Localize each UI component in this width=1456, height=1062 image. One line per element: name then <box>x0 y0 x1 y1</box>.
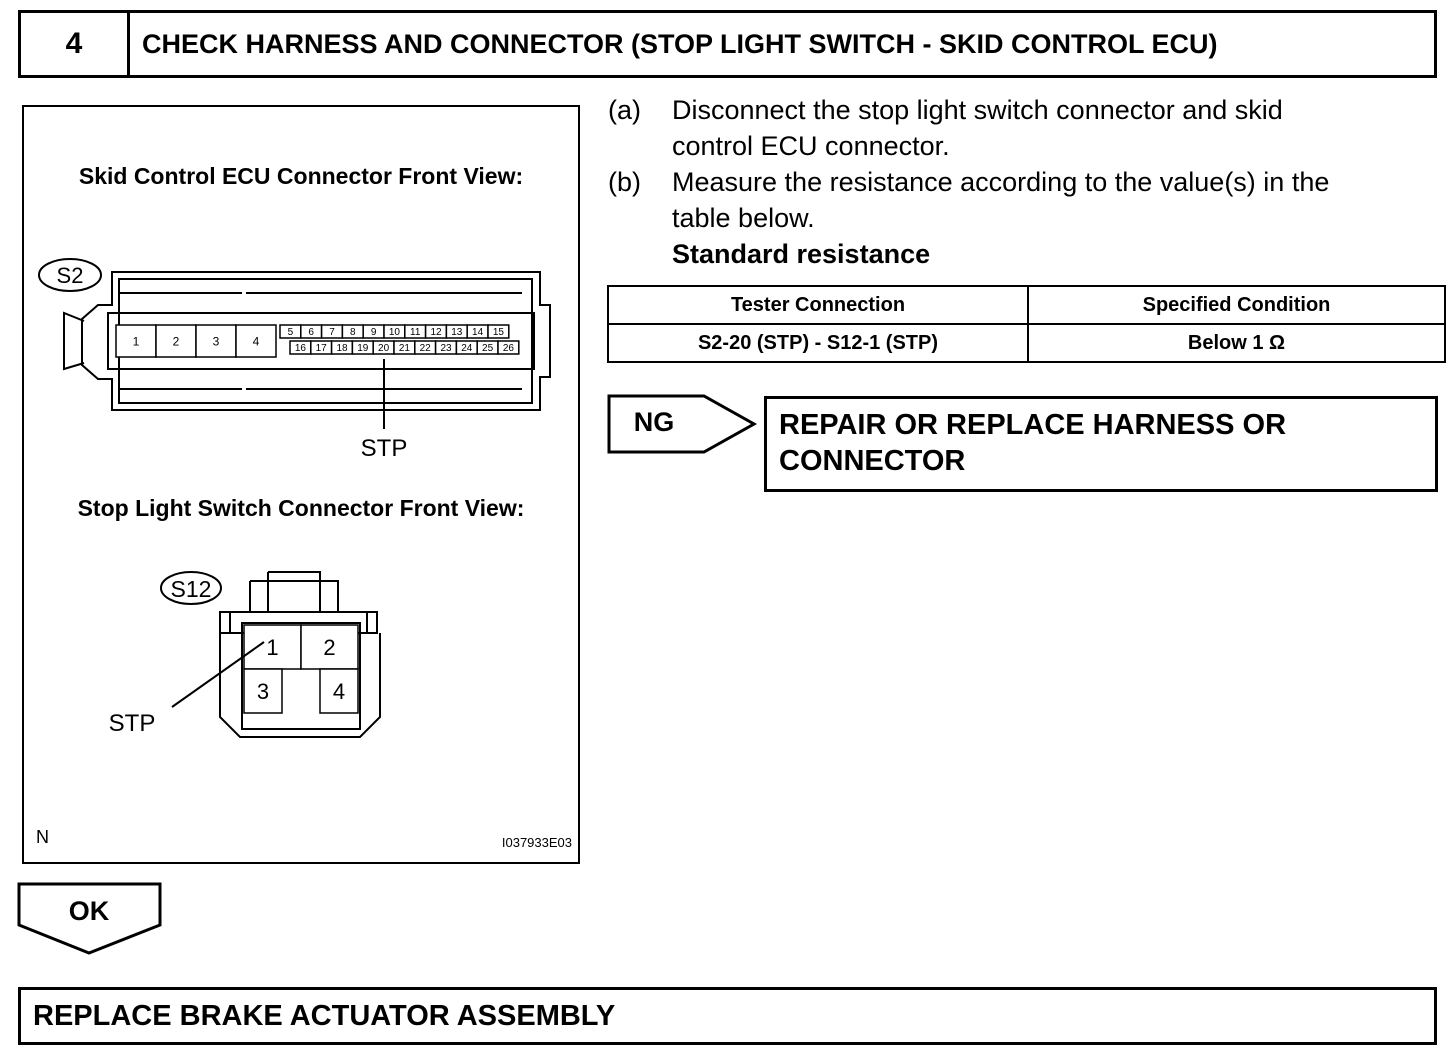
switch-pin-1: 1 <box>266 634 279 660</box>
ecu-pin-8: 8 <box>350 327 356 339</box>
ecu-pin-26: 26 <box>502 343 514 355</box>
ng-result-line1: REPAIR OR REPLACE HARNESS OR <box>779 409 1287 441</box>
ecu-small-pins-row1 <box>280 325 509 338</box>
instruction-b <box>608 164 1448 236</box>
ng-arrow <box>606 393 758 455</box>
switch-heading: Stop Light Switch Connector Front View: <box>77 495 525 521</box>
ecu-pin-1: 1 <box>132 334 140 349</box>
ok-arrow <box>16 881 164 957</box>
connector-figure <box>22 105 580 864</box>
s2-connector-id: S2 <box>56 263 84 288</box>
ecu-pin-24: 24 <box>461 343 473 355</box>
ng-result-box <box>764 396 1438 492</box>
standard-heading: Standard resistance <box>672 239 931 269</box>
instruction-a-label: (a) <box>608 95 641 125</box>
instruction-a-line2: control ECU connector. <box>672 131 950 161</box>
ecu-pin-7: 7 <box>329 327 335 339</box>
final-action-box: REPLACE BRAKE ACTUATOR ASSEMBLY <box>18 987 1437 1045</box>
switch-pins <box>244 625 358 713</box>
step-number: 4 <box>18 10 130 78</box>
ecu-pin-2: 2 <box>172 334 180 349</box>
step-title: CHECK HARNESS AND CONNECTOR (STOP LIGHT SWITCH - SKID CONTROL ECU) <box>127 10 1437 78</box>
spec-table <box>607 285 1446 363</box>
ecu-heading: Skid Control ECU Connector Front View: <box>78 163 524 189</box>
ecu-pin-23: 23 <box>440 343 452 355</box>
ecu-large-pins <box>116 325 276 357</box>
ecu-pin-5: 5 <box>287 327 294 339</box>
instruction-b-line1: Measure the resistance according to the value(s) in the <box>672 167 1330 197</box>
ecu-pin-11: 11 <box>410 327 421 339</box>
ecu-pin-15: 15 <box>492 327 504 339</box>
table-header-row <box>608 286 1445 324</box>
ecu-pin-22: 22 <box>419 343 431 355</box>
ecu-pin-13: 13 <box>451 327 463 339</box>
ecu-stp-label: STP <box>360 435 408 462</box>
switch-pin-2: 2 <box>323 634 336 660</box>
ecu-small-pins-row2 <box>290 341 519 354</box>
ok-label: OK <box>68 896 110 926</box>
connector-diagram <box>24 107 578 862</box>
ecu-pin-17: 17 <box>315 343 327 355</box>
table-header: Specified Condition <box>1028 286 1445 324</box>
switch-stp-label: STP <box>108 710 156 737</box>
ng-result-line2: CONNECTOR <box>779 445 966 477</box>
ecu-pin-18: 18 <box>336 343 348 355</box>
instruction-a-line1: Disconnect the stop light switch connector and skid <box>672 95 1283 125</box>
figure-corner-n: N <box>36 827 49 847</box>
ecu-pin-21: 21 <box>398 343 410 355</box>
ecu-pin-20: 20 <box>378 343 390 355</box>
ecu-pin-19: 19 <box>357 343 369 355</box>
instruction-b-label: (b) <box>608 167 641 197</box>
ecu-pin-3: 3 <box>212 334 220 349</box>
ecu-pin-25: 25 <box>482 343 494 355</box>
ng-label: NG <box>633 407 675 437</box>
switch-pin-4: 4 <box>332 678 346 704</box>
table-cell: S2-20 (STP) - S12-1 (STP) <box>608 324 1028 362</box>
ecu-pin-12: 12 <box>430 327 442 339</box>
ecu-pin-10: 10 <box>388 327 400 339</box>
ecu-pin-6: 6 <box>308 327 314 339</box>
ecu-pin-4: 4 <box>252 334 260 349</box>
instruction-b-line2: table below. <box>672 203 815 233</box>
switch-pin-3: 3 <box>256 678 270 704</box>
ecu-pin-9: 9 <box>370 327 377 339</box>
table-header: Tester Connection <box>608 286 1028 324</box>
ecu-pin-14: 14 <box>472 327 484 339</box>
table-cell: Below 1 Ω <box>1028 324 1445 362</box>
table-row <box>608 324 1445 362</box>
ecu-pin-16: 16 <box>294 343 306 355</box>
figure-id: I037933E03 <box>501 835 572 850</box>
instruction-a <box>608 92 1448 164</box>
s12-connector-id: S12 <box>170 576 212 602</box>
